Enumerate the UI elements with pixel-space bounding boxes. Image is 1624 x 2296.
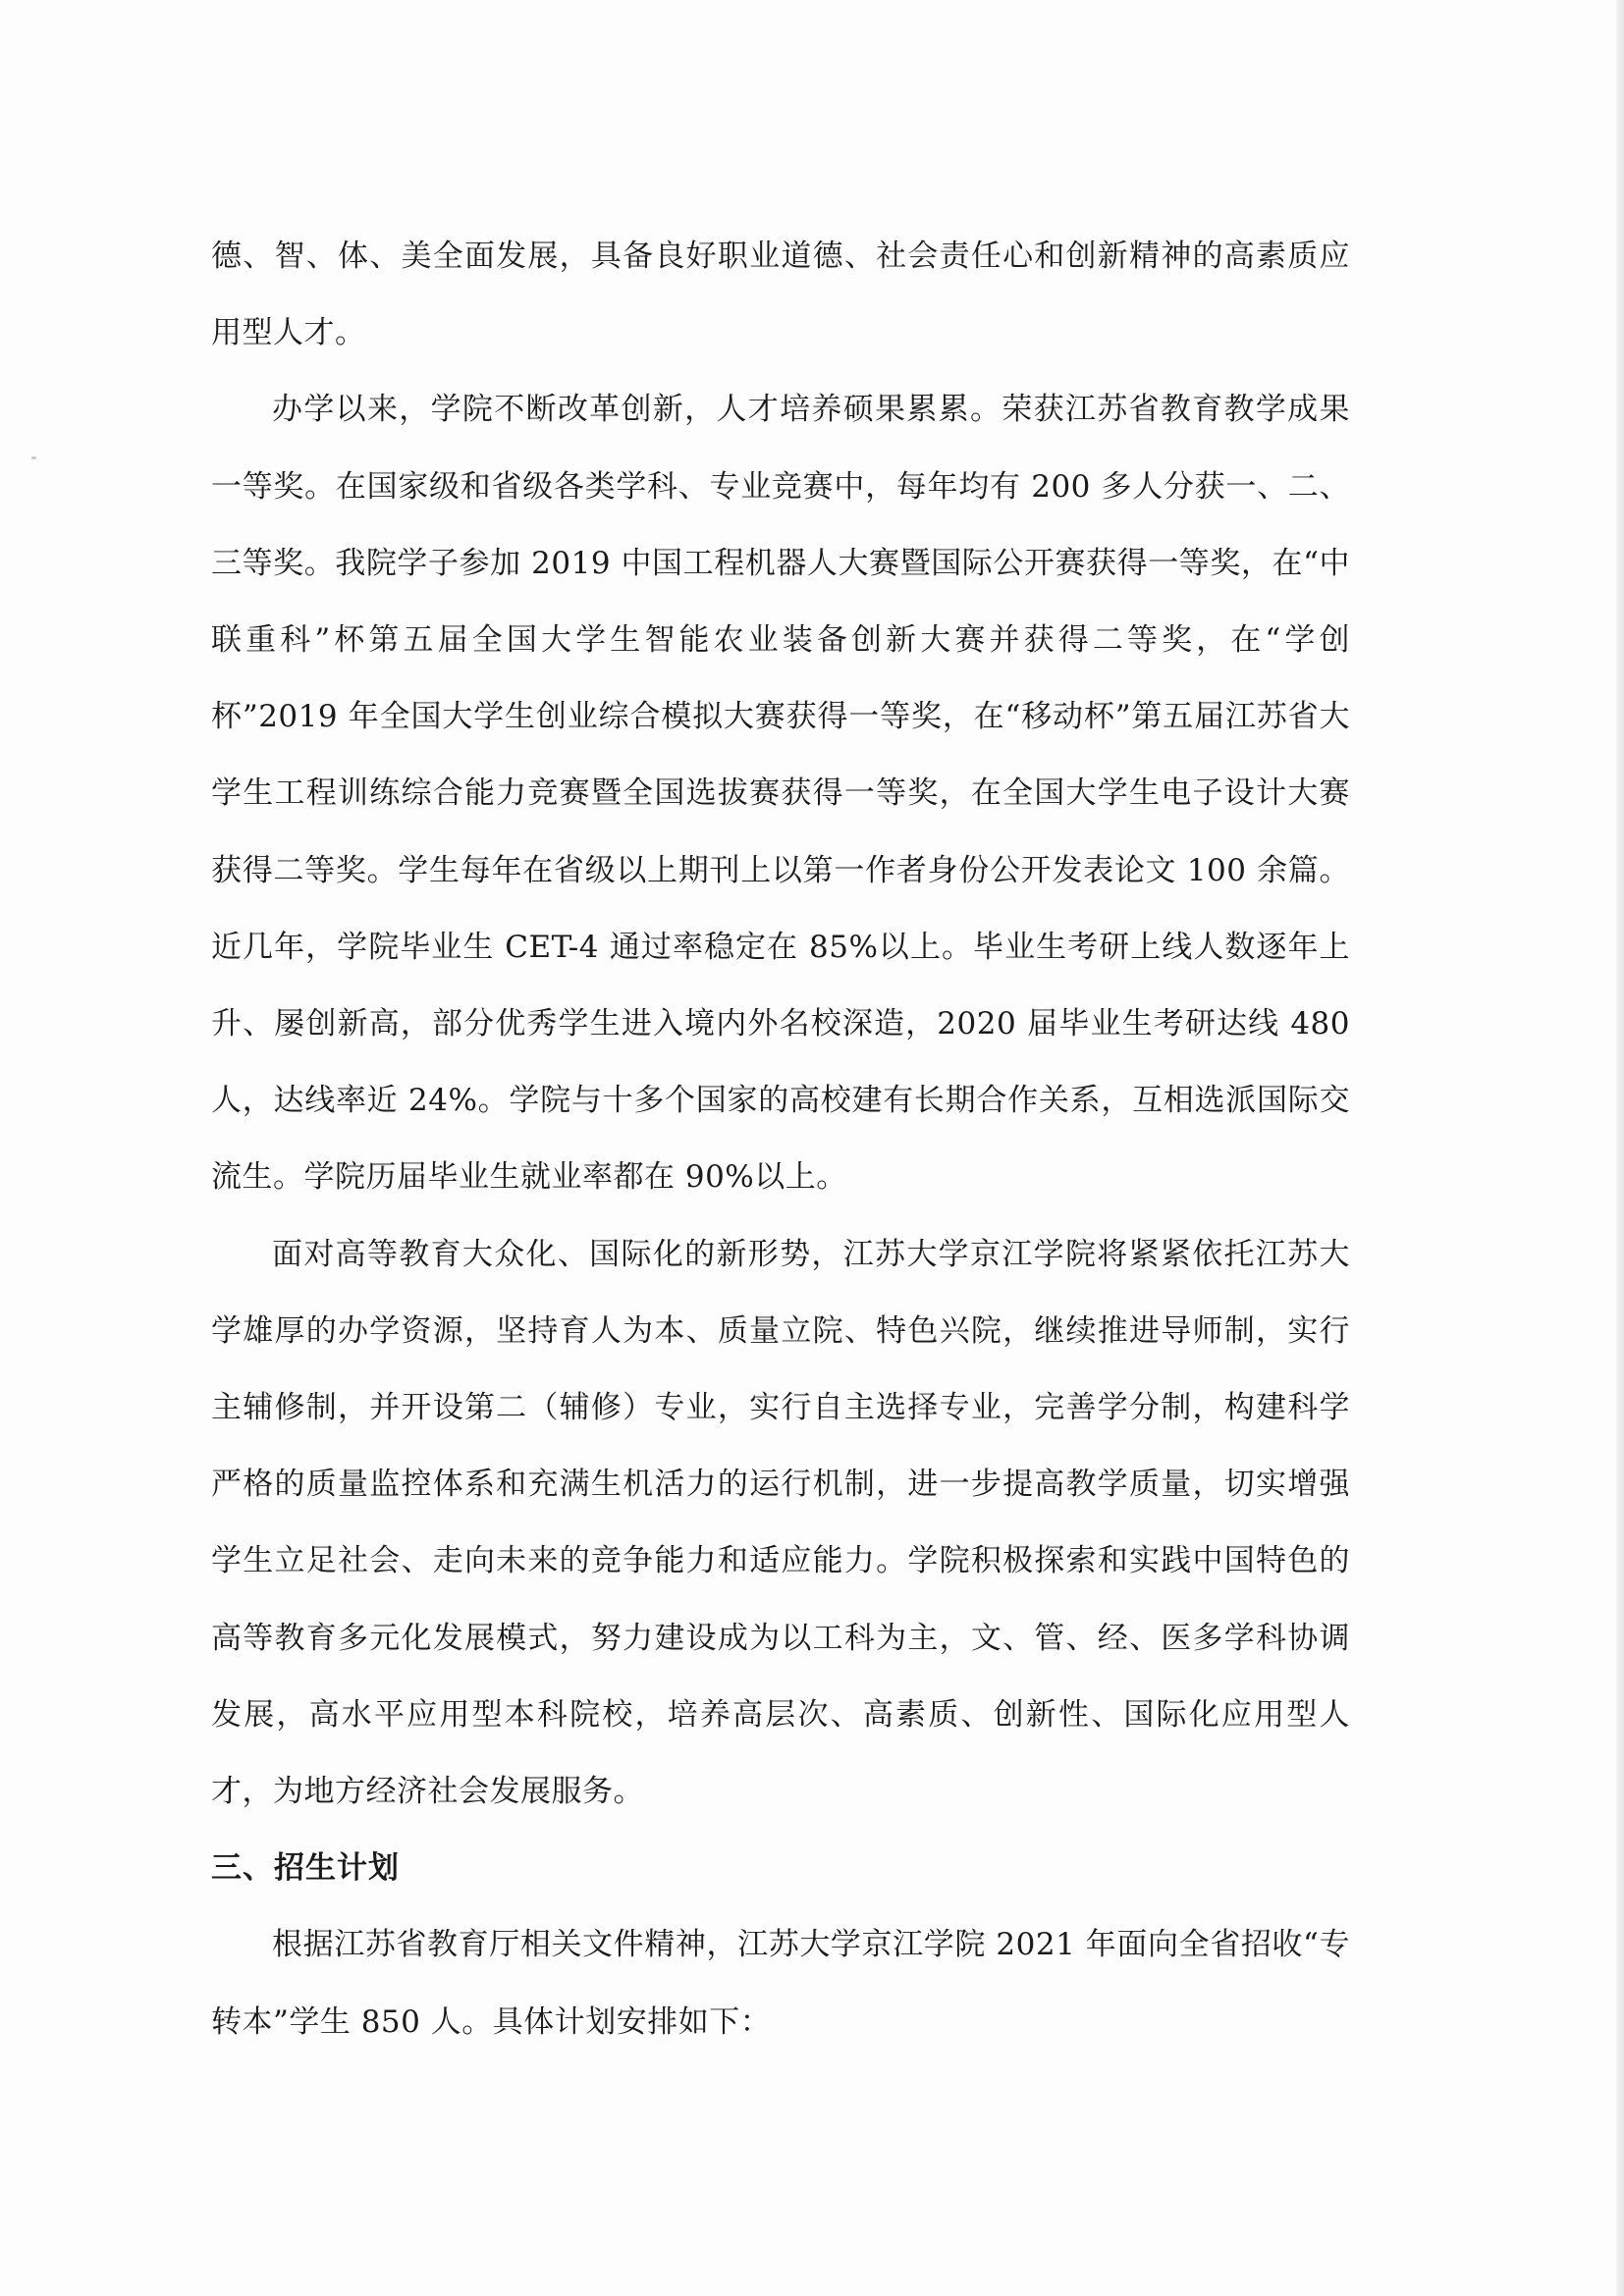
paragraph-development-outlook: 面对高等教育大众化、国际化的新形势，江苏大学京江学院将紧紧依托江苏大学雄厚的办学资源，坚持育人为本、质量立院、特色兴院，继续推进导师制，实行主辅修制，并开设第二（辅修）专业，实行自主选择专业，完善学分制，构建科学严格的质量监控体系和充满生机活力的运行机制，进一步提高教学质量，切实增强学生立足社会、走向未来的竞争能力和适应能力。学院积极探索和实践中国特色的高等教育多元化发展模式，努力建设成为以工科为主，文、管、经、医多学科协调发展，高水平应用型本科院校，培养高层次、高素质、创新性、国际化应用型人才，为地方经济社会发展服务。 — [211, 1236, 1350, 1810]
paragraph-continuation: 德、智、体、美全面发展，具备良好职业道德、社会责任心和创新精神的高素质应用型人才。 — [211, 239, 1350, 351]
scan-edge-shadow — [1616, 0, 1624, 2296]
document-body — [211, 218, 1350, 2060]
paragraph-achievements: 办学以来，学院不断改革创新，人才培养硕果累累。荣获江苏省教育教学成果一等奖。在国家级和省级各类学科、专业竞赛中，每年均有 200 多人分获一、二、三等奖。我院学子参加 2019 中国工程机器人大赛暨国际公开赛获得一等奖，在“中联重科”杯第五届全国大学生智能农业装备创新大赛并获得二等奖，在“学创杯”2019 年全国大学生创业综合模拟大赛获得一等奖，在“移动杯”第五届江苏省大学生工程训练综合能力竞赛暨全国选拔赛获得一等奖，在全国大学生电子设计大赛获得二等奖。学生每年在省级以上期刊上以第一作者身份公开发表论文 100 余篇。近几年，学院毕业生 CET-4 通过率稳定在 85%以上。毕业生考研上线人数逐年上升、屡创新高，部分优秀学生进入境内外名校深造，2020 届毕业生考研达线 480 人，达线率近 24%。学院与十多个国家的高校建有长期合作关系，互相选派国际交流生。学院历届毕业生就业率都在 90%以上。 — [211, 392, 1350, 1196]
section-heading-enrollment-plan: 三、招生计划 — [211, 1850, 400, 1887]
scan-artifact-mark — [31, 456, 36, 459]
paragraph-enrollment-plan: 根据江苏省教育厅相关文件精神，江苏大学京江学院 2021 年面向全省招收“专转本”学生 850 人。具体计划安排如下： — [211, 1927, 1350, 2040]
